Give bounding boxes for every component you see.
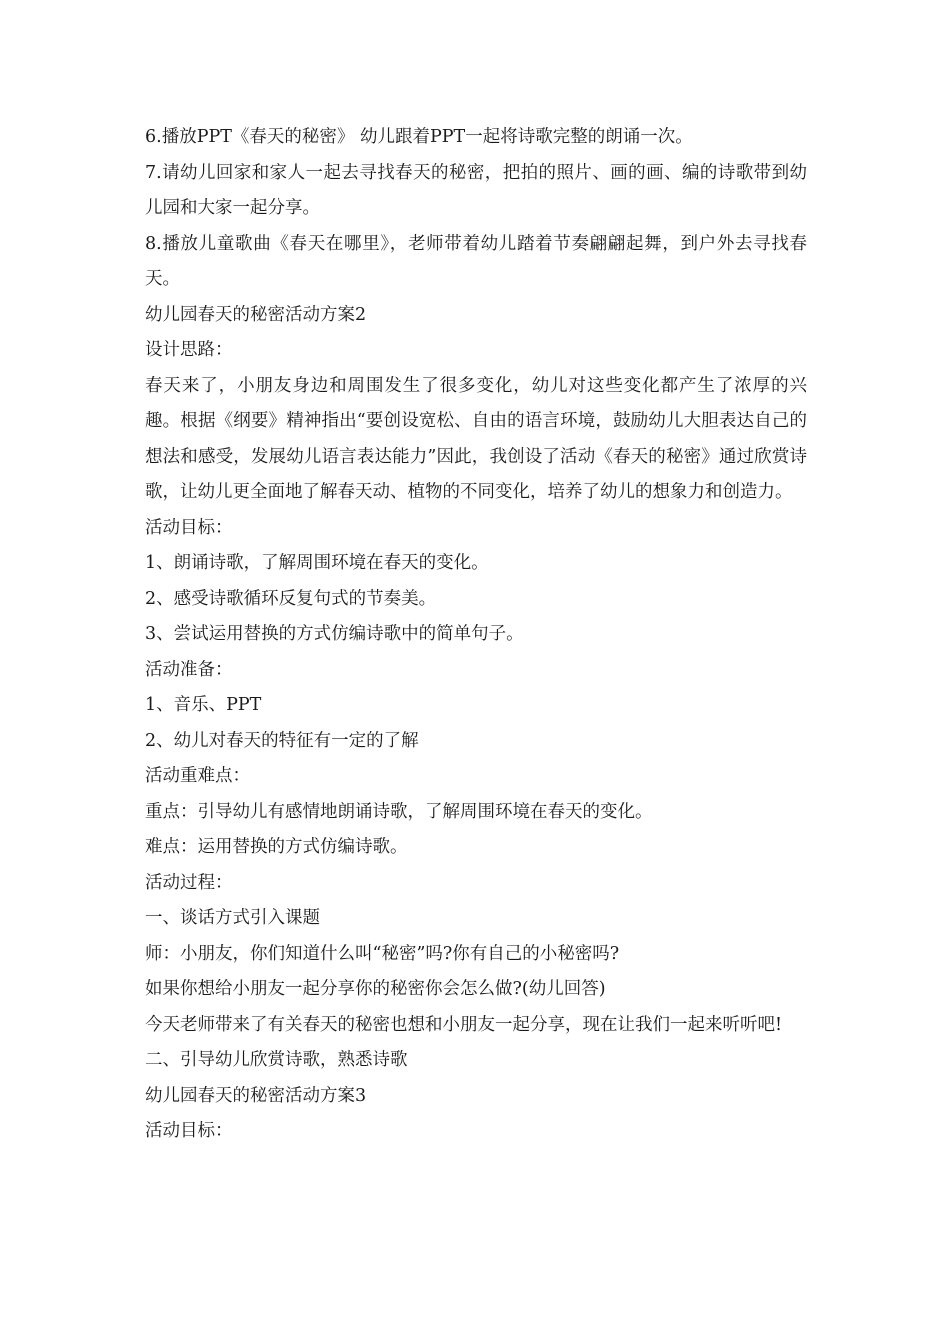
paragraph-share-question: 如果你想给小朋友一起分享你的秘密你会怎么做?(幼儿回答) [145,979,606,999]
list-item-prep-1: 1、音乐、PPT [145,695,262,715]
section-title-plan-2: 幼儿园春天的秘密活动方案2 [145,304,367,325]
list-item-prep-2: 2、幼儿对春天的特征有一定的了解 [145,730,419,751]
paragraph-design-idea: 春天来了，小朋友身边和周围发生了很多变化，幼儿对这些变化都产生了浓厚的兴趣。根据《纲要》精神指出“要创设宽松、自由的语言环境，鼓励幼儿大胆表达自己的想法和感受，发展幼儿语言表达能力”因此，我创设了活动《春天的秘密》通过欣赏诗歌，让幼儿更全面地了解春天动、植物的不同变化，培养了幼儿的想象力和创造力。 [145,375,807,502]
list-item-goal-1: 1、朗诵诗歌，了解周围环境在春天的变化。 [145,553,489,573]
heading-activity-preparation: 活动准备： [145,659,233,680]
heading-design-idea: 设计思路： [145,340,233,360]
section-title-plan-3: 幼儿园春天的秘密活动方案3 [145,1085,367,1106]
paragraph-step-6: 6.播放PPT《春天的秘密》 幼儿跟着PPT一起将诗歌完整的朗诵一次。 [145,127,693,147]
subheading-process-2: 二、引导幼儿欣赏诗歌，熟悉诗歌 [145,1050,408,1070]
paragraph-difficult-point: 难点：运用替换的方式仿编诗歌。 [145,837,408,857]
heading-activity-process: 活动过程： [145,872,233,893]
paragraph-key-point: 重点：引导幼儿有感情地朗诵诗歌，了解周围环境在春天的变化。 [145,801,653,822]
heading-key-difficult-points: 活动重难点： [145,766,250,786]
paragraph-step-8: 8.播放儿童歌曲《春天在哪里》，老师带着幼儿踏着节奏翩翩起舞，到户外去寻找春天。 [145,233,807,289]
subheading-process-1: 一、谈话方式引入课题 [145,908,320,928]
heading-activity-goals-3: 活动目标： [145,1121,233,1141]
list-item-goal-2: 2、感受诗歌循环反复句式的节奏美。 [145,588,437,609]
paragraph-teacher-question: 师：小朋友，你们知道什么叫“秘密”吗?你有自己的小秘密吗? [145,943,620,964]
paragraph-step-7: 7.请幼儿回家和家人一起去寻找春天的秘密，把拍的照片、画的画、编的诗歌带到幼儿园和大家一起分享。 [145,162,807,218]
list-item-goal-3: 3、尝试运用替换的方式仿编诗歌中的简单句子。 [145,624,524,644]
paragraph-teacher-intro: 今天老师带来了有关春天的秘密也想和小朋友一起分享，现在让我们一起来听听吧! [145,1014,783,1035]
document-body [145,120,807,1150]
heading-activity-goals: 活动目标： [145,517,233,538]
